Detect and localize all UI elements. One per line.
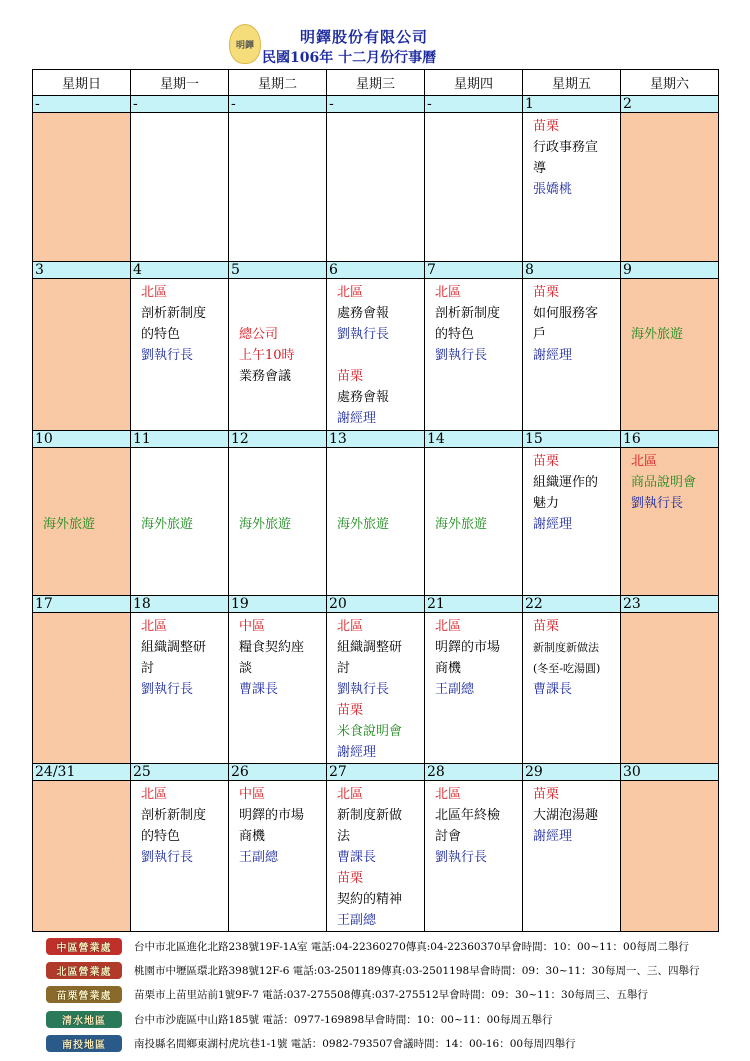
spacer: [141, 493, 224, 514]
day-cell: [131, 113, 229, 262]
office-row: [46, 1007, 726, 1031]
day-cell: [229, 613, 327, 764]
event-line: 糧食契約座: [239, 640, 305, 655]
date-number: 20: [327, 596, 425, 613]
event-line: 組織運作的: [533, 475, 599, 490]
event-line: 謝經理: [533, 517, 573, 532]
event-line: 北區: [337, 619, 364, 634]
spacer: [239, 472, 322, 493]
day-cell: [131, 781, 229, 932]
weekday-header: 星期二: [229, 70, 327, 96]
event-line: 北區: [141, 619, 168, 634]
day-cell: [523, 113, 621, 262]
date-number: 17: [33, 596, 131, 613]
event-line: 曹課長: [533, 682, 573, 697]
event-line: 苗栗: [533, 787, 560, 802]
day-cell: [425, 448, 523, 596]
day-cell: [33, 448, 131, 596]
office-badge: 北區營業處: [46, 962, 122, 979]
event-line: 張嬌桃: [533, 182, 573, 197]
date-number: 19: [229, 596, 327, 613]
date-number: 3: [33, 262, 131, 279]
date-number: -: [327, 96, 425, 113]
office-badge: 中區營業處: [46, 938, 122, 955]
event-line: 劉執行長: [337, 682, 390, 697]
office-row: [46, 958, 726, 982]
spacer: [239, 303, 322, 324]
date-number: 5: [229, 262, 327, 279]
date-number: -: [229, 96, 327, 113]
day-cell: [327, 448, 425, 596]
day-cell: [131, 279, 229, 431]
date-number: 6: [327, 262, 425, 279]
date-number: -: [131, 96, 229, 113]
weekday-header: 星期日: [33, 70, 131, 96]
spacer: [43, 472, 126, 493]
event-line: 劉執行長: [337, 327, 390, 342]
spacer: [239, 282, 322, 303]
date-number: 24/31: [33, 764, 131, 781]
day-cell: [425, 781, 523, 932]
office-info: 台中市北區進化北路238號19F-1A室 電話:04-22360270傳真:04-22360370早會時間：10：00~11：00每周二舉行: [134, 940, 689, 953]
event-line: 契約的精神: [337, 892, 403, 907]
day-cell: [621, 781, 719, 932]
day-cell: [425, 113, 523, 262]
date-number: 30: [621, 764, 719, 781]
date-number: 18: [131, 596, 229, 613]
event-line: 討: [337, 661, 351, 676]
date-number: 11: [131, 431, 229, 448]
event-line: 劉執行長: [141, 348, 194, 363]
weekday-header: 星期六: [621, 70, 719, 96]
event-line: 劉執行長: [435, 348, 488, 363]
day-cell: [131, 448, 229, 596]
day-cell: [33, 279, 131, 431]
weekday-header: 星期四: [425, 70, 523, 96]
office-badge: 南投地區: [46, 1035, 122, 1052]
weekday-header: 星期五: [523, 70, 621, 96]
event-line: 組織調整研: [337, 640, 403, 655]
event-line: 北區年終檢: [435, 808, 501, 823]
event-line: 米食說明會: [337, 724, 403, 739]
event-line: 剖析新制度: [435, 306, 501, 321]
office-info: 台中市沙鹿區中山路185號 電話：0977-169898早會時間：10：00~11：00每周五舉行: [134, 1013, 553, 1026]
spacer: [631, 303, 714, 324]
day-cell: [33, 613, 131, 764]
day-cell: [621, 113, 719, 262]
office-badge: 苗栗營業處: [46, 986, 122, 1003]
date-number: -: [425, 96, 523, 113]
event-line: 新制度新做法: [533, 641, 599, 654]
day-cell: [523, 613, 621, 764]
day-cell: [229, 781, 327, 932]
event-line: 謝經理: [337, 745, 377, 760]
event-line: 商機: [435, 661, 462, 676]
day-cell: [327, 613, 425, 764]
date-number: 14: [425, 431, 523, 448]
event-line: 海外旅遊: [239, 517, 292, 532]
event-line: 處務會報: [337, 306, 390, 321]
event-row: [33, 113, 719, 262]
spacer: [239, 493, 322, 514]
event-line: 剖析新制度: [141, 808, 207, 823]
event-line: 業務會議: [239, 369, 292, 384]
event-line: 組織調整研: [141, 640, 207, 655]
event-line: 的特色: [435, 327, 475, 342]
spacer: [141, 472, 224, 493]
calendar-title: 民國106年 十二月份行事曆: [262, 50, 437, 66]
event-line: 商品說明會: [631, 475, 697, 490]
spacer: [435, 493, 518, 514]
date-number: 2: [621, 96, 719, 113]
event-line: 法: [337, 829, 351, 844]
event-line: 海外旅遊: [631, 327, 684, 342]
date-number: 26: [229, 764, 327, 781]
event-line: 中區: [239, 787, 266, 802]
date-row: [33, 262, 719, 279]
event-line: 處務會報: [337, 390, 390, 405]
event-line: 苗栗: [533, 454, 560, 469]
event-line: 苗栗: [533, 119, 560, 134]
date-number: 29: [523, 764, 621, 781]
event-line: 王副總: [337, 913, 377, 928]
company-logo: 明鐸: [229, 24, 261, 64]
event-line: 明鐸的市場: [239, 808, 305, 823]
office-row: [46, 934, 726, 958]
day-cell: [621, 448, 719, 596]
day-cell: [523, 279, 621, 431]
day-cell: [229, 113, 327, 262]
day-cell: [327, 113, 425, 262]
date-number: 21: [425, 596, 523, 613]
event-line: 苗栗: [337, 871, 364, 886]
event-line: 謝經理: [533, 829, 573, 844]
day-cell: [131, 613, 229, 764]
event-line: 曹課長: [337, 850, 377, 865]
date-number: 13: [327, 431, 425, 448]
date-number: 10: [33, 431, 131, 448]
event-line: 謝經理: [533, 348, 573, 363]
event-line: 海外旅遊: [435, 517, 488, 532]
office-badge: 清水地區: [46, 1011, 122, 1028]
date-number: -: [33, 96, 131, 113]
spacer: [337, 345, 420, 366]
spacer: [337, 451, 420, 472]
day-cell: [425, 279, 523, 431]
date-number: 12: [229, 431, 327, 448]
event-row: [33, 781, 719, 932]
event-line: 苗栗: [533, 285, 560, 300]
date-row: [33, 431, 719, 448]
page-header: [0, 0, 750, 68]
event-line: 苗栗: [337, 369, 364, 384]
event-line: 北區: [337, 787, 364, 802]
day-cell: [33, 113, 131, 262]
event-line: 北區: [435, 619, 462, 634]
spacer: [435, 472, 518, 493]
spacer: [435, 451, 518, 472]
event-line: 的特色: [141, 829, 181, 844]
weekday-header: 星期一: [131, 70, 229, 96]
event-line: 談: [239, 661, 253, 676]
event-line: 劉執行長: [141, 682, 194, 697]
day-cell: [229, 448, 327, 596]
event-row: [33, 279, 719, 431]
event-line: 上午10時: [239, 348, 295, 363]
office-row: [46, 983, 726, 1007]
spacer: [43, 451, 126, 472]
day-cell: [327, 781, 425, 932]
day-cell: [523, 448, 621, 596]
event-line: 戶: [533, 327, 547, 342]
event-line: 討: [141, 661, 155, 676]
date-number: 27: [327, 764, 425, 781]
event-line: 的特色: [141, 327, 181, 342]
event-line: 大湖泡湯趣: [533, 808, 599, 823]
event-line: 謝經理: [337, 411, 377, 426]
event-line: 北區: [141, 285, 168, 300]
company-name: 明鐸股份有限公司: [300, 28, 429, 46]
event-line: 魅力: [533, 496, 560, 511]
event-row: [33, 448, 719, 596]
day-cell: [33, 781, 131, 932]
date-number: 16: [621, 431, 719, 448]
event-line: 海外旅遊: [141, 517, 194, 532]
event-line: 海外旅遊: [337, 517, 390, 532]
event-row: [33, 613, 719, 764]
date-number: 1: [523, 96, 621, 113]
office-info: 南投縣名間鄉東湖村虎坑巷1-1號 電話：0982-793507會議時間：14：00-16：00每周四舉行: [134, 1038, 576, 1051]
day-cell: [327, 279, 425, 431]
date-number: 22: [523, 596, 621, 613]
spacer: [141, 451, 224, 472]
date-number: 4: [131, 262, 229, 279]
day-cell: [425, 613, 523, 764]
event-line: 導: [533, 161, 547, 176]
weekday-header: 星期三: [327, 70, 425, 96]
event-line: 北區: [631, 454, 658, 469]
day-cell: [621, 613, 719, 764]
event-line: 劉執行長: [631, 496, 684, 511]
spacer: [337, 493, 420, 514]
event-line: 北區: [435, 787, 462, 802]
event-line: 剖析新制度: [141, 306, 207, 321]
event-line: 行政事務宣: [533, 140, 599, 155]
event-line: 中區: [239, 619, 266, 634]
calendar-table: [32, 69, 719, 932]
date-row: [33, 596, 719, 613]
spacer: [631, 282, 714, 303]
event-line: 明鐸的市場: [435, 640, 501, 655]
day-cell: [523, 781, 621, 932]
event-line: 苗栗: [337, 703, 364, 718]
date-number: 15: [523, 431, 621, 448]
event-line: 苗栗: [533, 619, 560, 634]
date-number: 9: [621, 262, 719, 279]
event-line: 如何服務客: [533, 306, 599, 321]
event-line: 討會: [435, 829, 462, 844]
event-line: (冬至-吃湯圓): [533, 662, 601, 675]
office-row: [46, 1032, 726, 1056]
date-number: 28: [425, 764, 523, 781]
spacer: [239, 451, 322, 472]
event-line: 劉執行長: [141, 850, 194, 865]
day-cell: [229, 279, 327, 431]
event-line: 新制度新做: [337, 808, 403, 823]
event-line: 北區: [141, 787, 168, 802]
event-line: 劉執行長: [435, 850, 488, 865]
event-line: 王副總: [239, 850, 279, 865]
office-info: 苗栗市上苗里站前1號9F-7 電話:037-275508傳真:037-275512早會時間：09：30~11：30每周三、五舉行: [134, 989, 648, 1002]
event-line: 北區: [337, 285, 364, 300]
event-line: 王副總: [435, 682, 475, 697]
spacer: [337, 472, 420, 493]
event-line: 總公司: [239, 327, 279, 342]
date-row: [33, 764, 719, 781]
date-number: 8: [523, 262, 621, 279]
weekday-header-row: [33, 70, 719, 96]
event-line: 商機: [239, 829, 266, 844]
date-number: 23: [621, 596, 719, 613]
event-line: 曹課長: [239, 682, 279, 697]
office-info: 桃園市中壢區環北路398號12F-6 電話:03-2501189傳真:03-2501198早會時間：09：30~11：30每周一、三、四舉行: [134, 965, 700, 978]
date-row: [33, 96, 719, 113]
date-number: 7: [425, 262, 523, 279]
event-line: 北區: [435, 285, 462, 300]
day-cell: [621, 279, 719, 431]
office-list: [46, 934, 726, 1056]
date-number: 25: [131, 764, 229, 781]
spacer: [43, 493, 126, 514]
event-line: 海外旅遊: [43, 517, 96, 532]
